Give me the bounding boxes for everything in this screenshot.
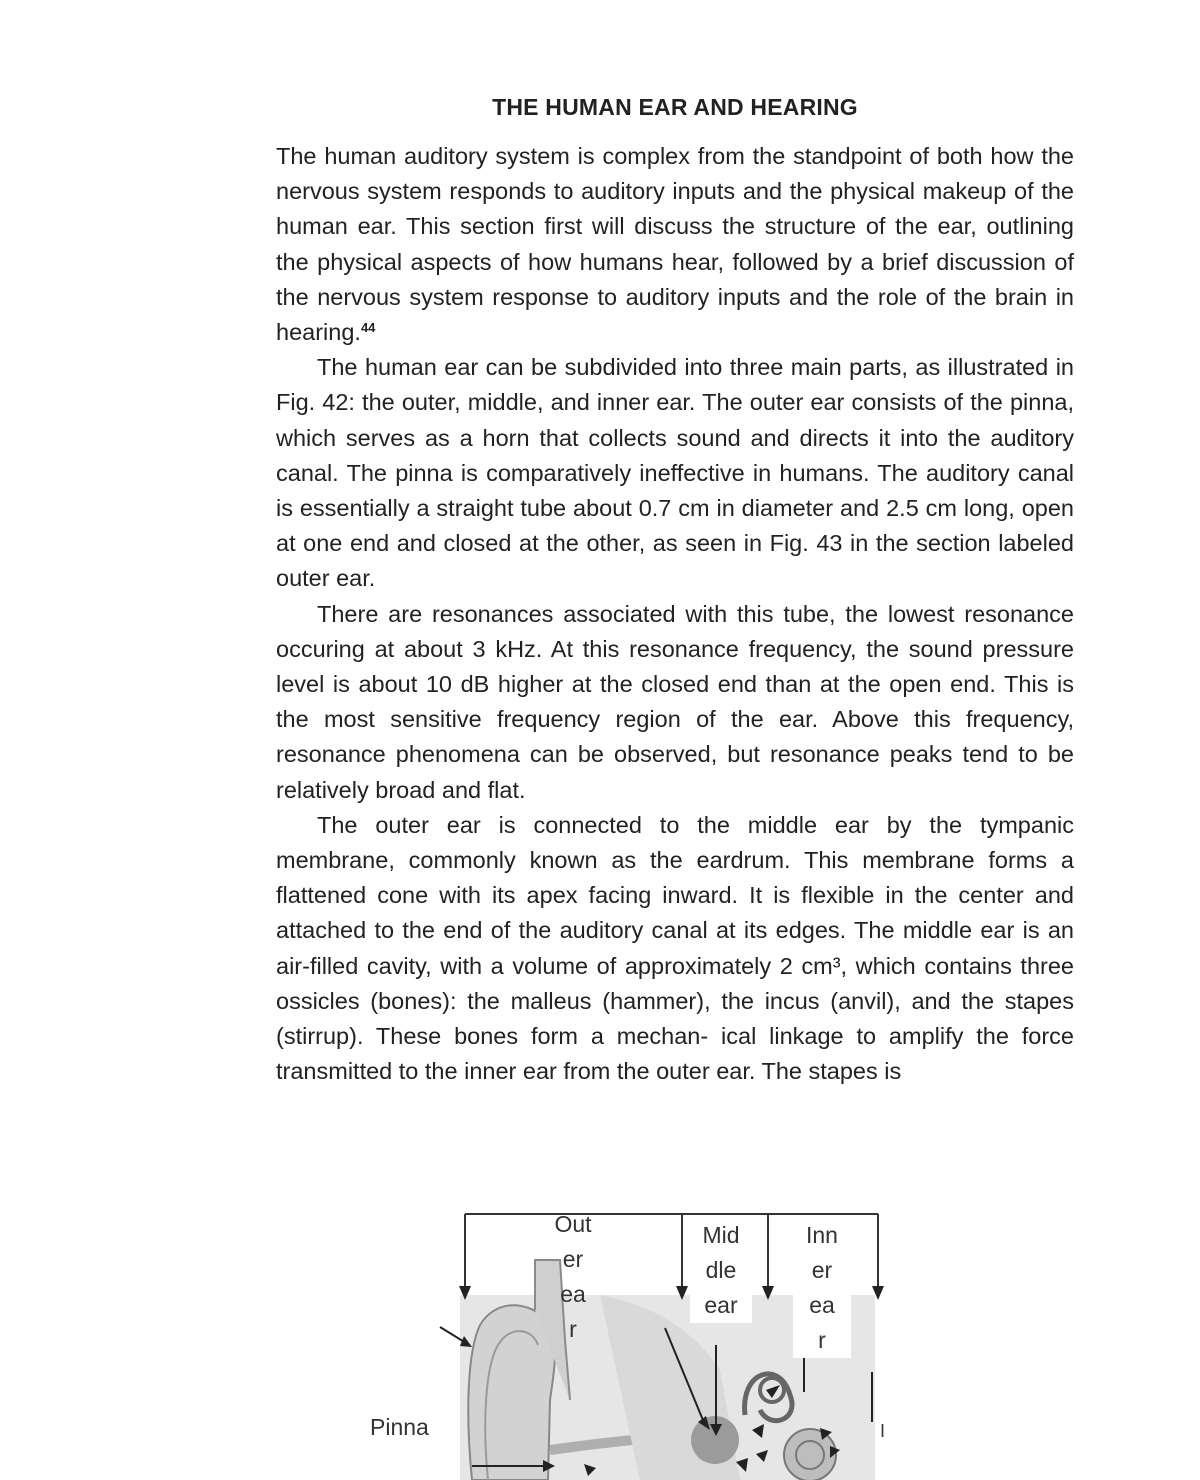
paragraph-1-text: The human auditory system is complex from the standpoint of both how the nervous system responds to auditory inputs and the physical makeup of the human ear. This section first will discuss the structure of the ear, outlining the physical aspects of how humans hear, followed by a brief discussion of the nervous system response to auditory inputs and the role of the brain in hearing. [276, 143, 1074, 346]
ear-figure [360, 1200, 920, 1480]
inner-ear-label-line-4: r [818, 1327, 826, 1353]
middle-ear-label-line-1: Mid [702, 1222, 740, 1248]
paragraph-4: The outer ear is connected to the middle ear by the tympanic membrane, commonly known as the eardrum. This membrane forms a flattened cone with its apex facing inward. It is flexible in the center and attached to the end of the auditory canal at its edges. The middle ear is an air-filled cavity, with a volume of approximately 2 cm³, which contains three ossicles (bones): the malleus (hammer), the incus (anvil), and the stapes (stirrup). These bones form a mechan- ical linkage to amplify the force transmitted to the inner ear from the outer ear. The stapes is [276, 811, 1074, 1085]
inner-ear-label-line-2: er [811, 1257, 833, 1283]
paragraph-3: There are resonances associated with this tube, the lowest resonance occuring at about 3 kHz. At this resonance frequency, the sound pressure level is about 10 dB higher at the closed end than at the open end. This is the most sensitive frequency region of the ear. Above this frequency, resonance phenomena can be observed, but resonance peaks tend to be relatively broad and flat. [276, 600, 1074, 803]
pinna-label: Pinna [370, 1414, 429, 1440]
inner-ear-label-line-1: Inn [806, 1222, 838, 1248]
inner-ear-label [793, 1218, 851, 1358]
middle-ear-label-line-2: dle [705, 1257, 737, 1283]
middle-ear-label-line-3: ear [704, 1292, 738, 1318]
outer-ear-label-line-2: er [562, 1246, 584, 1272]
body-text [276, 139, 1074, 1089]
paragraph-2: The human ear can be subdivided into three main parts, as illustrated in Fig. 42: the outer, middle, and inner ear. The outer ear consists of the pinna, which serves as a horn that collects sound and directs it into the auditory canal. The pinna is comparatively ineffective in humans. The auditory canal is essentially a straight tube about 0.7 cm in diameter and 2.5 cm long, open at one end and closed at the other, as seen in Fig. 43 in the section labeled outer ear. [276, 354, 1074, 592]
footnote-ref: 44 [360, 320, 376, 336]
outer-ear-label-line-3: ea [560, 1281, 586, 1307]
edge-mark-label: I [880, 1421, 886, 1441]
outer-ear-label-line-4: r [569, 1316, 577, 1342]
page-title: THE HUMAN EAR AND HEARING [492, 94, 858, 120]
outer-ear-label [544, 1207, 602, 1347]
paragraph-1 [276, 139, 1074, 350]
outer-ear-label-line-1: Out [554, 1211, 592, 1237]
cochlea-outer [784, 1429, 836, 1480]
middle-ear-label [690, 1218, 752, 1323]
inner-ear-label-line-3: ea [809, 1292, 835, 1318]
